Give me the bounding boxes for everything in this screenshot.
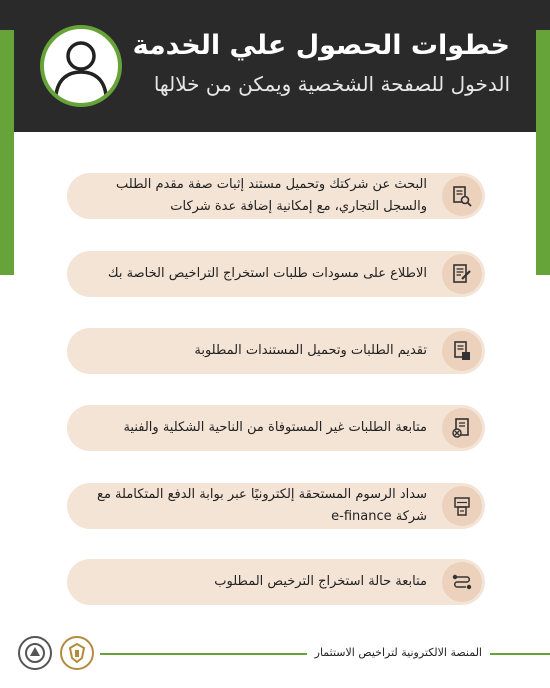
tracking-icon — [442, 562, 482, 602]
step-1-text: البحث عن شركتك وتحميل مستند إثبات صفة مقدم الطلب والسجل التجاري، مع إمكانية إضافة عدة شركات — [116, 177, 427, 214]
document-edit-icon — [442, 254, 482, 294]
step-6 — [67, 559, 485, 605]
document-search-icon — [442, 176, 482, 216]
right-accent-bar — [536, 30, 550, 275]
user-avatar-icon — [40, 25, 122, 107]
step-2 — [67, 251, 485, 297]
ministry-logo-icon — [18, 636, 52, 670]
step-1 — [67, 173, 485, 219]
step-3 — [67, 328, 485, 374]
page-subtitle: الدخول للصفحة الشخصية ويمكن من خلالها — [153, 72, 510, 96]
step-4 — [67, 405, 485, 451]
step-5-text: سداد الرسوم المستحقة إلكترونيًا عبر بوابة الدفع المتكاملة مع شركة e-finance — [97, 487, 427, 524]
egypt-emblem-icon — [60, 636, 94, 670]
left-accent-bar — [0, 30, 14, 275]
step-3-text: تقديم الطلبات وتحميل المستندات المطلوبة — [194, 343, 427, 358]
payment-icon — [442, 486, 482, 526]
document-reject-icon — [442, 408, 482, 448]
step-2-text: الاطلاع على مسودات طلبات استخراج التراخيص الخاصة بك — [107, 266, 427, 281]
step-5 — [67, 483, 485, 529]
step-4-text: متابعة الطلبات غير المستوفاة من الناحية الشكلية والفنية — [123, 420, 427, 435]
document-submit-icon — [442, 331, 482, 371]
footer-text: المنصة الالكترونية لتراخيص الاستثمار — [307, 646, 490, 659]
page-title: خطوات الحصول علي الخدمة — [132, 30, 510, 61]
step-6-text: متابعة حالة استخراج الترخيص المطلوب — [214, 574, 427, 589]
